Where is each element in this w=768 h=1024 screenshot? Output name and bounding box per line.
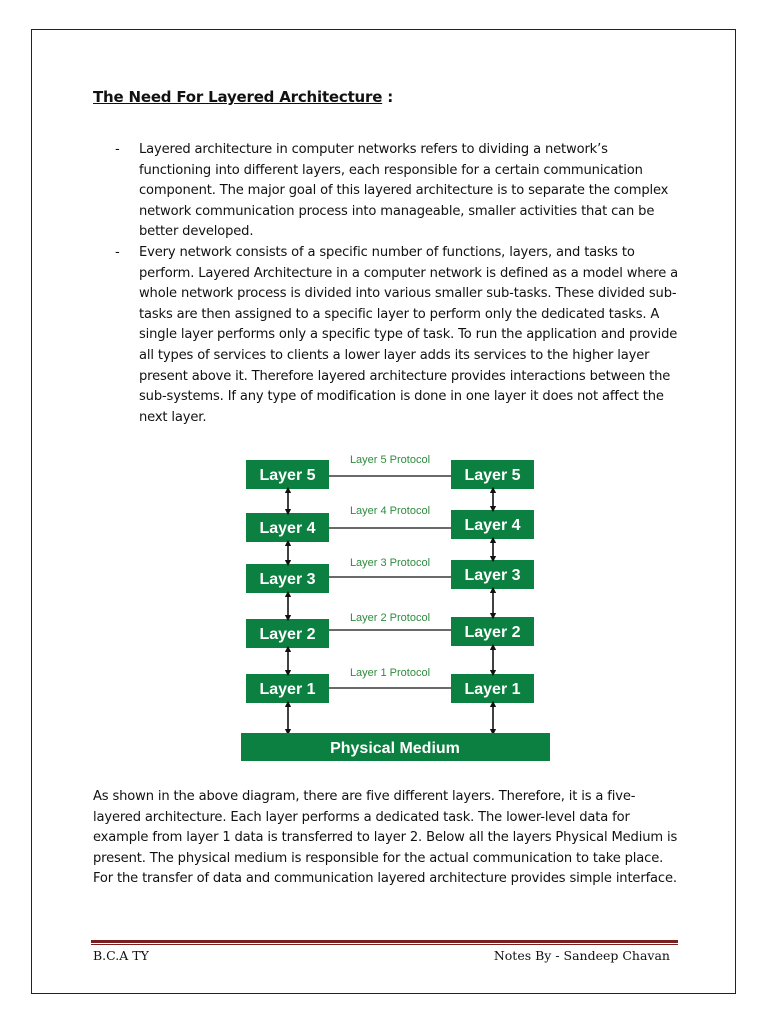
section-heading <box>93 88 393 106</box>
layer-label-left: Layer 1 <box>259 681 316 698</box>
layer-label-right: Layer 1 <box>464 681 521 698</box>
layer-label-left: Layer 5 <box>259 467 316 484</box>
protocol-label: Layer 2 Protocol <box>349 612 431 624</box>
layer-label-right: Layer 3 <box>464 567 521 584</box>
bullet-marker: - <box>115 142 120 157</box>
heading-colon: : <box>382 88 394 106</box>
layer-label-right: Layer 2 <box>464 624 521 641</box>
protocol-label: Layer 5 Protocol <box>349 454 431 466</box>
footer-course: B.C.A TY <box>93 948 149 963</box>
layered-architecture-diagram <box>236 448 556 768</box>
layer-label-right: Layer 5 <box>464 467 521 484</box>
list-item <box>93 243 683 428</box>
protocol-label: Layer 3 Protocol <box>349 557 431 569</box>
footer-author: Notes By - Sandeep Chavan <box>493 948 670 963</box>
protocol-label: Layer 1 Protocol <box>349 667 431 679</box>
layer-label-left: Layer 4 <box>259 520 316 537</box>
protocol-label: Layer 4 Protocol <box>349 505 431 517</box>
layer-label-right: Layer 4 <box>464 517 521 534</box>
bullet-list <box>93 140 683 428</box>
bullet-text: Layered architecture in computer networks refers to dividing a network’s functioning into different layers, each responsible for a certain communication component. The major goal of this layered architecture is to separate the complex network communication process into manageable, smaller activities that can be better developed. <box>139 142 669 240</box>
layer-label-left: Layer 2 <box>259 626 316 643</box>
list-item <box>93 140 683 243</box>
footer-rule <box>91 940 678 943</box>
layer-label-left: Layer 3 <box>259 571 316 588</box>
footer-rule-thin <box>91 944 678 945</box>
bullet-marker: - <box>115 244 120 260</box>
diagram-explanation: As shown in the above diagram, there are five different layers. Therefore, it is a five-layered architecture. Each layer performs a dedicated task. The lower-level data for example from layer 1 data is transferred to layer 2. Below all the layers Physical Medium is present. The physical medium is responsible for the actual communication to take place. For the transfer of data and communication layered architecture provides simple interface. <box>93 789 678 887</box>
heading-title: The Need For Layered Architecture <box>93 88 383 106</box>
physical-medium-label: Physical Medium <box>330 740 460 757</box>
bullet-text: Every network consists of a specific number of functions, layers, and tasks to perform. Layered Architecture in a computer network is defined as a model where a whole network process is divided into various smaller sub-tasks. These divided sub-tasks are then assigned to a specific layer to perform only the dedicated tasks. A single layer performs only a specific type of task. To run the application and provide all types of services to clients a lower layer adds its services to the higher layer present above it. Therefore layered architecture provides interactions between the sub-systems. If any type of modification is done in one layer it does not affect the next layer. <box>139 244 679 425</box>
